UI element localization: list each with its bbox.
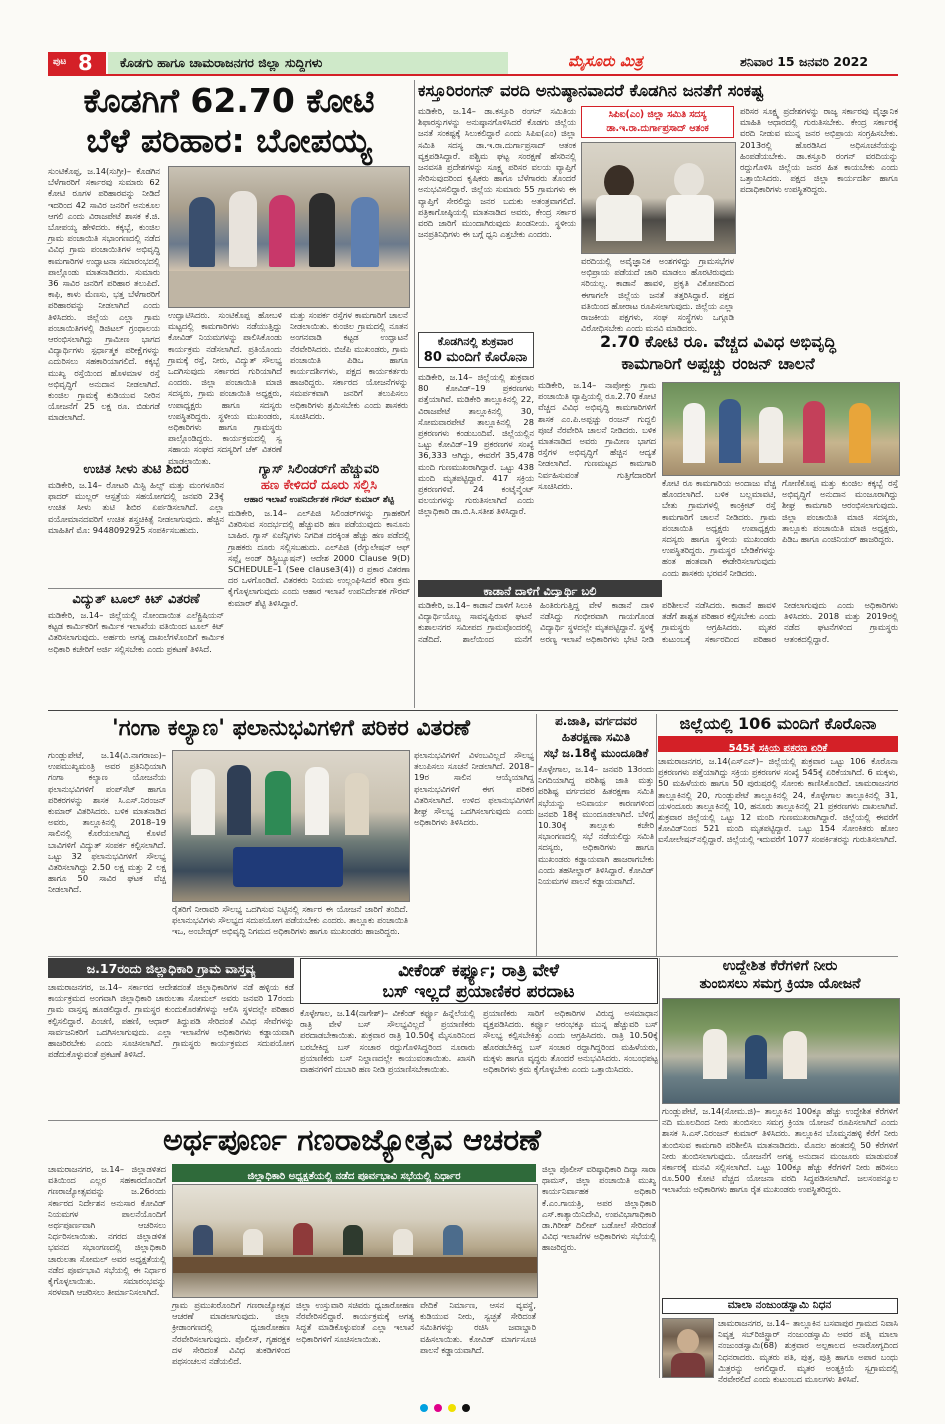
story-text: ರೈತರಿಗೆ ನೀರಾವರಿ ಸೌಲಭ್ಯ ಒದಗಿಸುವ ನಿಟ್ಟಿನಲ್ಲಿ ಸರ್ಕಾರ ಈ ಯೋಜನೆ ಜಾರಿಗೆ ತಂದಿದೆ. ಫಲಾನುಭವಿಗಳು ಸೌಲಭ್ಯದ ಸದುಪಯೋಗ ಪಡೆಯಬೇಕು ಎಂದರು. ತಾಲ್ಲೂಕು ಪಂಚಾಯಿತಿ ಇಒ, ಅಂಬೇಡ್ಕರ್ ಅಭಿವೃದ್ಧಿ ನಿಗಮದ ಅಧಿಕಾರಿಗಳು ಹಾಗೂ ಮುಖಂಡರು ಹಾಜರಿದ್ದರು. [172, 904, 408, 937]
column-divider [536, 714, 537, 956]
story-text: ಫಲಾನುಭವಿಗಳಿಗೆ ವಿಳಂಬವಿಲ್ಲದೆ ಸೌಲಭ್ಯ ತಲುಪಿಸಲು ಸೂಚನೆ ನೀಡಲಾಗಿದೆ. 2018–19ರ ಸಾಲಿನ ಆಯ್ಕೆಯಾಗಿದ್ದ ಫಲಾನುಭವಿಗಳಿಗೆ ಈಗ ಪರಿಕರ ವಿತರಿಸಲಾಗಿದೆ. ಉಳಿದ ಫಲಾನುಭವಿಗಳಿಗೆ ಶೀಘ್ರ ಸೌಲಭ್ಯ ಒದಗಿಸಲಾಗುವುದು ಎಂದು ಅಧಿಕಾರಿಗಳು ತಿಳಿಸಿದರು. [414, 750, 534, 828]
subheadline: 545ಕ್ಕೆ ಸಕ್ರಿಯ ಪ್ರಕರಣ ಏರಿಕೆ [728, 743, 828, 754]
story-text: ಪರಿಸರ ಸೂಕ್ಷ್ಮ ಪ್ರದೇಶಗಳನ್ನು ರಾಜ್ಯ ಸರ್ಕಾರವು ವೈಜ್ಞಾನಿಕ ಮಾಹಿತಿ ಆಧಾರದಲ್ಲಿ ಗುರುತಿಸಬೇಕು. ಕೇಂದ್ರ ಸರ್ಕಾರಕ್ಕೆ ವರದಿ ನೀಡುವ ಮುನ್ನ ಜನರ ಅಭಿಪ್ರಾಯ ಸಂಗ್ರಹಿಸಬೇಕು. 2013ರಲ್ಲಿ ಹೊರಡಿಸಿದ ಅಧಿಸೂಚನೆಯನ್ನು ಹಿಂಪಡೆಯಬೇಕು. ಡಾ.ಕಸ್ತೂರಿ ರಂಗನ್ ವರದಿಯನ್ನು ರದ್ದುಗೊಳಿಸಿ ಜಿಲ್ಲೆಯ ಜನರ ಹಿತ ಕಾಯಬೇಕು ಎಂದು ಒತ್ತಾಯಿಸಿದರು. ಪಕ್ಷದ ಜಿಲ್ಲಾ ಕಾರ್ಯದರ್ಶಿ ಹಾಗೂ ಪದಾಧಿಕಾರಿಗಳು ಉಪಸ್ಥಿತರಿದ್ದರು. [740, 106, 898, 195]
story-text: ಮಡಿಕೇರಿ, ಜ.14– ರೋಟರಿ ಮಿಸ್ಟಿ ಹಿಲ್ಸ್ ಮತ್ತು ಮಂಗಳೂರಿನ ಫಾದರ್ ಮುಲ್ಲರ್ ಆಸ್ಪತ್ರೆಯ ಸಹಯೋಗದಲ್ಲಿ ಜನವರಿ 23ಕ್ಕೆ ಉಚಿತ ಸೀಳು ತುಟಿ ಶಿಬಿರ ಏರ್ಪಡಿಸಲಾಗಿದೆ. ಎಲ್ಲಾ ವಯೋಮಾನದವರಿಗೆ ಉಚಿತ ಶಸ್ತ್ರಚಿಕಿತ್ಸೆ ನೀಡಲಾಗುವುದು. ಹೆಚ್ಚಿನ ಮಾಹಿತಿಗೆ ಮೊ: 9448092925 ಸಂಪರ್ಕಿಸಬಹುದು. [48, 480, 224, 535]
story-text: ವೇದಿಕೆ ನಿರ್ಮಾಣ, ಆಸನ ವ್ಯವಸ್ಥೆ, ಕುಡಿಯುವ ನೀರು, ಸ್ವಚ್ಛತೆ ಸೇರಿದಂತೆ ಸಮಿತಿಗಳನ್ನು ರಚಿಸಿ ಜವಾಬ್ದಾರಿ ವಹಿಸಲಾಯಿತು. ಕೋವಿಡ್ ಮಾರ್ಗಸೂಚಿ ಪಾಲನೆ ಕಡ್ಡಾಯವಾಗಿದೆ. [420, 1300, 536, 1355]
headline-line-2: ಬೆಳೆ ಪರಿಹಾರ: ಬೋಪಯ್ಯ [86, 121, 372, 160]
pump-distribution-photo [172, 750, 410, 902]
section-title: ಕೊಡಗು ಹಾಗೂ ಚಾಮರಾಜನಗರ ಜಿಲ್ಲಾ ಸುದ್ದಿಗಳು [120, 55, 323, 70]
headline: ಉಚಿತ ಸೀಳು ತುಟಿ ಶಿಬಿರ [83, 462, 189, 477]
story-text: ಮಡಿಕೇರಿ, ಜ.14– ನಾಪೋಕ್ಲು ಗ್ರಾಮ ಪಂಚಾಯಿತಿ ವ್ಯಾಪ್ತಿಯಲ್ಲಿ ರೂ.2.70 ಕೋಟಿ ವೆಚ್ಚದ ವಿವಿಧ ಅಭಿವೃದ್ಧಿ ಕಾಮಗಾರಿಗಳಿಗೆ ಶಾಸಕ ಎಂ.ಪಿ.ಅಪ್ಪಚ್ಚು ರಂಜನ್ ಗುದ್ದಲಿ ಪೂಜೆ ನೆರವೇರಿಸಿ ಚಾಲನೆ ನೀಡಿದರು. ಬಳಿಕ ಮಾತನಾಡಿದ ಅವರು ಗ್ರಾಮೀಣ ಭಾಗದ ರಸ್ತೆಗಳ ಅಭಿವೃದ್ಧಿಗೆ ಹೆಚ್ಚಿನ ಆದ್ಯತೆ ನೀಡಲಾಗಿದೆ. ಗುಣಮಟ್ಟದ ಕಾಮಗಾರಿ ನಿರ್ವಹಿಸುವಂತೆ ಗುತ್ತಿಗೆದಾರರಿಗೆ ಸೂಚಿಸಿದರು. [538, 380, 656, 491]
headline: 'ಗಂಗಾ ಕಲ್ಯಾಣ' ಫಲಾನುಭವಿಗಳಿಗೆ ಪರಿಕರ ವಿತರಣೆ [112, 716, 470, 741]
story-text: ಜಿಲ್ಲಾ ಪೊಲೀಸ್ ವರಿಷ್ಠಾಧಿಕಾರಿ ದಿವ್ಯಾ ಸಾರಾ ಥಾಮಸ್, ಜಿಲ್ಲಾ ಪಂಚಾಯಿತಿ ಮುಖ್ಯ ಕಾರ್ಯನಿರ್ವಾಹಕ ಅಧಿಕಾರಿ ಕೆ.ಎಂ.ಗಾಯತ್ರಿ, ಅಪರ ಜಿಲ್ಲಾಧಿಕಾರಿ ಎಸ್.ಕಾತ್ಯಾಯಿನಿದೇವಿ, ಉಪವಿಭಾಗಾಧಿಕಾರಿ ಡಾ.ಗಿರೀಶ್ ದಿಲೀಪ್ ಬಡೋಲೆ ಸೇರಿದಂತೆ ವಿವಿಧ ಇಲಾಖೆಗಳ ಅಧಿಕಾರಿಗಳು ಸಭೆಯಲ್ಲಿ ಹಾಜರಿದ್ದರು. [542, 1164, 656, 1253]
masthead [48, 50, 898, 76]
page-label: ಪುಟ [53, 57, 67, 67]
story-text: ಮಡಿಕೇರಿ, ಜ.14– ಡಾ.ಕಸ್ತೂರಿ ರಂಗನ್ ಸಮಿತಿಯ ಶಿಫಾರಸ್ಸುಗಳನ್ನು ಅನುಷ್ಠಾನಗೊಳಿಸಿದರೆ ಕೊಡಗು ಜಿಲ್ಲೆಯ ಜನತೆ ಸಂಕಷ್ಟಕ್ಕೆ ಸಿಲುಕಲಿದ್ದಾರೆ ಎಂದು ಸಿಪಿಐ(ಎಂ) ಜಿಲ್ಲಾ ಸಮಿತಿ ಸದಸ್ಯ ಡಾ.ಇ.ರಾ.ದುರ್ಗಾಪ್ರಸಾದ್ ಆತಂಕ ವ್ಯಕ್ತಪಡಿಸಿದ್ದಾರೆ. ಪಶ್ಚಿಮ ಘಟ್ಟ ಸಂರಕ್ಷಣೆ ಹೆಸರಿನಲ್ಲಿ ಜನವಸತಿ ಪ್ರದೇಶಗಳನ್ನು ಸೂಕ್ಷ್ಮ ಪರಿಸರ ವಲಯ ವ್ಯಾಪ್ತಿಗೆ ಸೇರಿಸುವುದರಿಂದ ಕೃಷಿಕರು ಹಾಗೂ ಬೆಳೆಗಾರರು ತೊಂದರೆ ಅನುಭವಿಸಲಿದ್ದಾರೆ. ಜಿಲ್ಲೆಯ ಸುಮಾರು 55 ಗ್ರಾಮಗಳು ಈ ವ್ಯಾಪ್ತಿಗೆ ಸೇರಲಿದ್ದು ಜನರ ಬದುಕು ಅತಂತ್ರವಾಗಲಿದೆ. ಪತ್ರಿಕಾಗೋಷ್ಠಿಯಲ್ಲಿ ಮಾತನಾಡಿದ ಅವರು, ಕೇಂದ್ರ ಸರ್ಕಾರ ವರದಿ ಜಾರಿಗೆ ಮುಂದಾಗಿರುವುದು ಖಂಡನೀಯ. ಸ್ಥಳೀಯ ಜನಪ್ರತಿನಿಧಿಗಳು ಈ ಬಗ್ಗೆ ಧ್ವನಿ ಎತ್ತಬೇಕು ಎಂದರು. [418, 106, 576, 240]
headline: ಮಾಲಾ ನಂಜುಂಡಸ್ವಾಮಿ ನಿಧನ [727, 1299, 832, 1311]
headline-line-2: ಕಾಮಗಾರಿಗೆ ಅಪ್ಪಚ್ಚು ರಂಜನ್ ಚಾಲನೆ [621, 354, 815, 373]
lake-inspection-photo [662, 998, 900, 1104]
story-kasturirangan-report [418, 80, 898, 334]
headline-box [300, 958, 658, 1004]
story-text: ಚಾಮರಾಜನಗರ, ಜ.14– ಜಿಲ್ಲಾಡಳಿತದ ವತಿಯಿಂದ ಎಲ್ಲರ ಸಹಕಾರದೊಂದಿಗೆ ಗಣರಾಜ್ಯೋತ್ಸವವನ್ನು ಜ.26ರಂದು ಸರ್ಕಾರದ ನಿರ್ದೇಶನ ಅನುಸಾರ ಕೋವಿಡ್ ನಿಯಮಗಳ ಪಾಲನೆಯೊಂದಿಗೆ ಅರ್ಥಪೂರ್ಣವಾಗಿ ಆಚರಿಸಲು ನಿರ್ಧರಿಸಲಾಯಿತು. ನಗರದ ಜಿಲ್ಲಾಡಳಿತ ಭವನದ ಸಭಾಂಗಣದಲ್ಲಿ ಜಿಲ್ಲಾಧಿಕಾರಿ ಚಾರುಲತಾ ಸೋಮಲ್ ಅವರ ಅಧ್ಯಕ್ಷತೆಯಲ್ಲಿ ನಡೆದ ಪೂರ್ವಭಾವಿ ಸಭೆಯಲ್ಲಿ ಈ ನಿರ್ಧಾರ ಕೈಗೊಳ್ಳಲಾಯಿತು. ಸಮಾರಂಭವನ್ನು ಸರಳವಾಗಿ ಆಚರಿಸಲು ತೀರ್ಮಾನಿಸಲಾಗಿದೆ. [48, 1164, 166, 1298]
story-dc-village-stay [48, 958, 294, 1120]
headline-line-2: ಹಣ ಕೇಳಿದರೆ ದೂರು ಸಲ್ಲಿಸಿ [260, 478, 378, 493]
story-crop-compensation [48, 80, 410, 466]
headline-line-2: ಬಸ್ ಇಲ್ಲದೆ ಪ್ರಯಾಣಿಕರ ಪರದಾಟ [382, 982, 575, 1002]
headline-bar [48, 958, 294, 978]
story-text: ಮಡಿಕೇರಿ, ಜ.14– ಎಲ್‌ಪಿಜಿ ಸಿಲಿಂಡರ್‌ಗಳನ್ನು ಗ್ರಾಹಕರಿಗೆ ವಿತರಿಸುವ ಸಂದರ್ಭದಲ್ಲಿ ಹೆಚ್ಚುವರಿ ಹಣ ಪಡೆಯುವುದು ಕಾನೂನು ಬಾಹಿರ. ಗ್ಯಾಸ್ ಏಜೆನ್ಸಿಗಳು ನಿಗದಿತ ದರಕ್ಕಿಂತ ಹೆಚ್ಚು ಹಣ ಪಡೆದಲ್ಲಿ ಗ್ರಾಹಕರು ದೂರು ಸಲ್ಲಿಸಬಹುದು. ಎಲ್‌ಪಿಜಿ (ರೆಗ್ಯುಲೇಷನ್ ಆಫ್ ಸಪ್ಲೈ ಅಂಡ್ ಡಿಸ್ಟ್ರಿಬ್ಯೂಷನ್) ಆದೇಶ 2000 Clause 9(D) SCHEDULE–1 (See clause3(4)) ರ ಪ್ರಕಾರ ವಿತರಣಾ ದರ ಒಳಗೊಂಡಿದೆ. ವಿತರಕರು ನಿಯಮ ಉಲ್ಲಂಘಿಸಿದರೆ ಕಠಿಣ ಕ್ರಮ ಕೈಗೊಳ್ಳಲಾಗುವುದು ಎಂದು ಆಹಾರ ಇಲಾಖೆ ಉಪನಿರ್ದೇಶಕ ಗೌರವ್ ಕುಮಾರ್ ಶೆಟ್ಟಿ ತಿಳಿಸಿದ್ದಾರೆ. [228, 508, 410, 608]
section-divider [48, 956, 898, 957]
page-number-box [48, 52, 106, 74]
story-obituary [662, 1298, 898, 1385]
print-registration-dots [420, 1404, 520, 1414]
headline-line-1: 2.70 ಕೋಟಿ ರೂ. ವೆಚ್ಚದ ವಿವಿಧ ಅಭಿವೃದ್ಧಿ [599, 332, 836, 351]
issue-date: ಶನಿವಾರ 15 ಜನವರಿ 2022 [740, 54, 869, 69]
story-text: ಮಡಿಕೇರಿ, ಜ.14– ಕಾಡಾನೆ ದಾಳಿಗೆ ಸಿಲುಕಿ ವಿದ್ಯಾರ್ಥಿಯೊಬ್ಬ ಸಾವನ್ನಪ್ಪಿರುವ ಘಟನೆ ಕುಶಾಲನಗರ ಸಮೀಪದ ಗ್ರಾಮವೊಂದರಲ್ಲಿ ನಡೆದಿದೆ. ಶಾಲೆಯಿಂದ ಮನೆಗೆ ಹಿಂತಿರುಗುತ್ತಿದ್ದ ವೇಳೆ ಕಾಡಾನೆ ದಾಳಿ ನಡೆಸಿದ್ದು ಗಂಭೀರವಾಗಿ ಗಾಯಗೊಂಡ ವಿದ್ಯಾರ್ಥಿ ಸ್ಥಳದಲ್ಲೇ ಮೃತಪಟ್ಟಿದ್ದಾನೆ. ಸ್ಥಳಕ್ಕೆ ಅರಣ್ಯ ಇಲಾಖೆ ಅಧಿಕಾರಿಗಳು ಭೇಟಿ ನೀಡಿ ಪರಿಶೀಲನೆ ನಡೆಸಿದರು. ಕಾಡಾನೆ ಹಾವಳಿ ತಡೆಗೆ ಶಾಶ್ವತ ಪರಿಹಾರ ಕಲ್ಪಿಸಬೇಕು ಎಂದು ಗ್ರಾಮಸ್ಥರು ಆಗ್ರಹಿಸಿದರು. ಮೃತರ ಕುಟುಂಬಕ್ಕೆ ಸರ್ಕಾರದಿಂದ ಪರಿಹಾರ ನೀಡಲಾಗುವುದು ಎಂದು ಅಧಿಕಾರಿಗಳು ತಿಳಿಸಿದರು. 2018 ಮತ್ತು 2019ರಲ್ಲಿ ನಡೆದ ಘಟನೆಗಳಿಂದ ಗ್ರಾಮಸ್ಥರು ಆತಂಕದಲ್ಲಿದ್ದಾರೆ. [418, 600, 898, 644]
newspaper-name: ಮೈಸೂರು ಮಿತ್ರ [568, 52, 643, 70]
story-text: ಉದ್ಘಾಟಿಸಿದರು. ಸುಂಟಿಕೊಪ್ಪ ಹೋಬಳಿ ಮಟ್ಟದಲ್ಲಿ ಕಾಮಗಾರಿಗಳು ನಡೆಯುತ್ತಿದ್ದು ಕೋವಿಡ್ ನಿಯಮಗಳನ್ನು ಪಾಲಿಸಿಕೊಂಡು ಕಾರ್ಯಕ್ರಮ ನಡೆಸಲಾಗಿದೆ. ಪ್ರತಿಯೊಂದು ಗ್ರಾಮಕ್ಕೆ ರಸ್ತೆ, ನೀರು, ವಿದ್ಯುತ್ ಸೌಲಭ್ಯ ಒದಗಿಸುವುದು ಸರ್ಕಾರದ ಗುರಿಯಾಗಿದೆ ಎಂದರು. ಜಿಲ್ಲಾ ಪಂಚಾಯಿತಿ ಮಾಜಿ ಸದಸ್ಯರು, ಗ್ರಾಮ ಪಂಚಾಯಿತಿ ಅಧ್ಯಕ್ಷರು, ಉಪಾಧ್ಯಕ್ಷರು ಹಾಗೂ ಸದಸ್ಯರು ಉಪಸ್ಥಿತರಿದ್ದರು. ಸ್ಥಳೀಯ ಮುಖಂಡರು, ಅಧಿಕಾರಿಗಳು ಹಾಗೂ ಗ್ರಾಮಸ್ಥರು ಪಾಲ್ಗೊಂಡಿದ್ದರು. ಕಾರ್ಯಕ್ರಮದಲ್ಲಿ ಸ್ವ ಸಹಾಯ ಸಂಘದ ಸದಸ್ಯರಿಗೆ ಚೆಕ್ ವಿತರಣೆ ಮಾಡಲಾಯಿತು. [168, 310, 282, 466]
story-text: ಮಡಿಕೇರಿ, ಜ.14– ಜಿಲ್ಲೆಯಲ್ಲಿ ಶುಕ್ರವಾರ 80 ಕೋವಿಡ್–19 ಪ್ರಕರಣಗಳು ಪತ್ತೆಯಾಗಿವೆ. ಮಡಿಕೇರಿ ತಾಲ್ಲೂಕಿನಲ್ಲಿ 22, ವಿರಾಜಪೇಟೆ ತಾಲ್ಲೂಕಿನಲ್ಲಿ 30, ಸೋಮವಾರಪೇಟೆ ತಾಲ್ಲೂಕಿನಲ್ಲಿ 28 ಪ್ರಕರಣಗಳು ಕಂಡುಬಂದಿವೆ. ಜಿಲ್ಲೆಯಲ್ಲಿನ ಒಟ್ಟು ಕೋವಿಡ್–19 ಪ್ರಕರಣಗಳ ಸಂಖ್ಯೆ 36,333 ಆಗಿದ್ದು, ಈವರೆಗೆ 35,478 ಮಂದಿ ಗುಣಮುಖರಾಗಿದ್ದಾರೆ. ಒಟ್ಟು 438 ಮಂದಿ ಮೃತಪಟ್ಟಿದ್ದಾರೆ. 417 ಸಕ್ರಿಯ ಪ್ರಕರಣಗಳಿವೆ. 24 ಕಂಟೈನ್ಮೆಂಟ್ ವಲಯಗಳನ್ನು ಗುರುತಿಸಲಾಗಿದೆ ಎಂದು ಜಿಲ್ಲಾಧಿಕಾರಿ ಡಾ.ಬಿ.ಸಿ.ಸತೀಶ ತಿಳಿಸಿದ್ದಾರೆ. [418, 372, 534, 517]
portrait-photo [662, 1318, 714, 1378]
meeting-photo [172, 1184, 538, 1298]
story-chamarajanagar-corona [658, 714, 898, 956]
headline: ಜಿಲ್ಲೆಯಲ್ಲಿ 106 ಮಂದಿಗೆ ಕೊರೊನಾ [679, 714, 877, 733]
section-divider [48, 710, 898, 711]
headline-line-2: ತುಂಬಿಸಲು ಸಮಗ್ರ ಕ್ರಿಯಾ ಯೋಜನೆ [699, 976, 861, 992]
headline: ಜ.17ರಂದು ಜಿಲ್ಲಾಧಿಕಾರಿ ಗ್ರಾಮ ವಾಸ್ತವ್ಯ [86, 961, 256, 976]
headline-line-2: ಹಿತರಕ್ಷಣಾ ಸಮಿತಿ [561, 730, 631, 744]
headline-bar [418, 580, 662, 597]
column-divider [414, 80, 415, 708]
column-divider [656, 714, 657, 956]
headline-line-1: ವೀಕೆಂಡ್ ಕರ್ಫ್ಯೂ; ರಾತ್ರಿ ವೇಳೆ [398, 961, 559, 981]
page-number: 8 [78, 51, 93, 75]
divider [48, 588, 224, 589]
story-kodagu-corona [418, 332, 534, 577]
story-text: ಕೊಳ್ಳೇಗಾಲ, ಜ.14– ಜನವರಿ 13ರಂದು ನಿಗದಿಯಾಗಿದ್ದ ಪರಿಶಿಷ್ಟ ಜಾತಿ ಮತ್ತು ಪರಿಶಿಷ್ಟ ವರ್ಗದವರ ಹಿತರಕ್ಷಣಾ ಸಮಿತಿ ಸಭೆಯನ್ನು ಅನಿವಾರ್ಯ ಕಾರಣಗಳಿಂದ ಜನವರಿ 18ಕ್ಕೆ ಮುಂದೂಡಲಾಗಿದೆ. ಬೆಳಿಗ್ಗೆ 10.30ಕ್ಕೆ ತಾಲ್ಲೂಕು ಕಚೇರಿ ಸಭಾಂಗಣದಲ್ಲಿ ಸಭೆ ನಡೆಯಲಿದ್ದು ಸಮಿತಿ ಸದಸ್ಯರು, ಅಧಿಕಾರಿಗಳು ಹಾಗೂ ಮುಖಂಡರು ಕಡ್ಡಾಯವಾಗಿ ಹಾಜರಾಗಬೇಕು ಎಂದು ತಹಸೀಲ್ದಾರ್ ತಿಳಿಸಿದ್ದಾರೆ. ಕೋವಿಡ್ ನಿಯಮಗಳ ಪಾಲನೆ ಕಡ್ಡಾಯವಾಗಿದೆ. [538, 764, 654, 887]
subheadline-box [581, 106, 734, 138]
press-meet-photo [581, 142, 736, 254]
story-text: ಗೋಣಿಕೊಪ್ಪ ಮತ್ತು ಕುಂಜಿಲ ಕಕ್ಕಬ್ಬೆ ರಸ್ತೆ ಅಭಿವೃದ್ಧಿಗೆ ಅನುದಾನ ಮಂಜೂರಾಗಿದ್ದು ಶೀಘ್ರ ಕಾಮಗಾರಿ ಆರಂಭಿಸಲಾಗುವುದು. ಜಿಲ್ಲಾ ಪಂಚಾಯಿತಿ ಮಾಜಿ ಸದಸ್ಯರು, ತಾಲ್ಲೂಕು ಪಂಚಾಯಿತಿ ಮಾಜಿ ಅಧ್ಯಕ್ಷರು, ಪಿಡಿಒ ಹಾಗೂ ಎಂಜಿನಿಯರ್ ಹಾಜರಿದ್ದರು. [782, 478, 898, 545]
groundbreaking-photo [662, 382, 900, 476]
subheadline: ಜಿಲ್ಲಾಧಿಕಾರಿ ಅಧ್ಯಕ್ಷತೆಯಲ್ಲಿ ನಡೆದ ಪೂರ್ವಭಾವಿ ಸಭೆಯಲ್ಲಿ ನಿರ್ಧಾರ [247, 1171, 461, 1182]
story-text: ಮಡಿಕೇರಿ, ಜ.14– ಜಿಲ್ಲೆಯಲ್ಲಿ ನೋಂದಾಯಿತ ಎಲೆಕ್ಟ್ರಿಷಿಯನ್ ಕಟ್ಟಡ ಕಾರ್ಮಿಕರಿಗೆ ಕಾರ್ಮಿಕ ಇಲಾಖೆಯ ವತಿಯಿಂದ ಟೂಲ್ ಕಿಟ್ ವಿತರಿಸಲಾಗುವುದು. ಅರ್ಹರು ಅಗತ್ಯ ದಾಖಲೆಗಳೊಂದಿಗೆ ಕಾರ್ಮಿಕ ಅಧಿಕಾರಿ ಕಚೇರಿಗೆ ಅರ್ಜಿ ಸಲ್ಲಿಸಬೇಕು ಎಂದು ಪ್ರಕಟಣೆ ತಿಳಿಸಿದೆ. [48, 610, 224, 654]
story-ganga-kalyana [48, 714, 534, 956]
story-text: ಜಿಲ್ಲಾ ಉಸ್ತುವಾರಿ ಸಚಿವರು ಧ್ವಜಾರೋಹಣ ನೆರವೇರಿಸಲಿದ್ದಾರೆ. ಕಾರ್ಯಕ್ರಮಕ್ಕೆ ಅಗತ್ಯ ಸಿದ್ಧತೆ ಮಾಡಿಕೊಳ್ಳುವಂತೆ ಎಲ್ಲಾ ಇಲಾಖೆ ಅಧಿಕಾರಿಗಳಿಗೆ ಸೂಚಿಸಲಾಯಿತು. [296, 1300, 414, 1344]
story-text: ಗುಂಡ್ಲುಪೇಟೆ, ಜ.14(ವಿ.ನಾಗರಾಜು)– ಉಪಮುಖ್ಯಮಂತ್ರಿ ಅವರ ಪ್ರತಿನಿಧಿಯಾಗಿ ಗಂಗಾ ಕಲ್ಯಾಣ ಯೋಜನೆಯ ಫಲಾನುಭವಿಗಳಿಗೆ ಪಂಪ್‌ಸೆಟ್ ಹಾಗೂ ಪರಿಕರಗಳನ್ನು ಶಾಸಕ ಸಿ.ಎಸ್.ನಿರಂಜನ್ ಕುಮಾರ್ ವಿತರಿಸಿದರು. ಬಳಿಕ ಮಾತನಾಡಿದ ಅವರು, ತಾಲ್ಲೂಕಿನಲ್ಲಿ 2018–19 ಸಾಲಿನಲ್ಲಿ ಕೊರೆಯಲಾಗಿದ್ದ ಕೊಳವೆ ಬಾವಿಗಳಿಗೆ ವಿದ್ಯುತ್ ಸಂಪರ್ಕ ಕಲ್ಪಿಸಲಾಗಿದೆ. ಒಟ್ಟು 32 ಫಲಾನುಭವಿಗಳಿಗೆ ಸೌಲಭ್ಯ ವಿತರಿಸಲಾಗಿದ್ದು 2.50 ಲಕ್ಷ ಮತ್ತು 2 ಲಕ್ಷ ಹಾಗೂ 50 ಸಾವಿರ ಘಟಕ ವೆಚ್ಚ ನೀಡಲಾಗಿದೆ. [48, 750, 166, 895]
story-sc-st-committee [538, 714, 654, 956]
story-text: ಚಾಮರಾಜನಗರ, ಜ.14(ಎಸ್‌ಎನ್)– ಜಿಲ್ಲೆಯಲ್ಲಿ ಶುಕ್ರವಾರ ಒಟ್ಟು 106 ಕೊರೊನಾ ಪ್ರಕರಣಗಳು ಪತ್ತೆಯಾಗಿದ್ದು ಸಕ್ರಿಯ ಪ್ರಕರಣಗಳ ಸಂಖ್ಯೆ 545ಕ್ಕೆ ಏರಿಕೆಯಾಗಿದೆ. 6 ಮಕ್ಕಳು, 50 ಮಹಿಳೆಯರು ಹಾಗೂ 50 ಪುರುಷರಲ್ಲಿ ಸೋಂಕು ಕಾಣಿಸಿಕೊಂಡಿದೆ. ಚಾಮರಾಜನಗರ ತಾಲ್ಲೂಕಿನಲ್ಲಿ 20, ಗುಂಡ್ಲುಪೇಟೆ ತಾಲ್ಲೂಕಿನಲ್ಲಿ 24, ಕೊಳ್ಳೇಗಾಲ ತಾಲ್ಲೂಕಿನಲ್ಲಿ 31, ಯಳಂದೂರು ತಾಲ್ಲೂಕಿನಲ್ಲಿ 10, ಹನೂರು ತಾಲ್ಲೂಕಿನಲ್ಲಿ 21 ಪ್ರಕರಣಗಳು ದಾಖಲಾಗಿವೆ. ಶುಕ್ರವಾರ ಜಿಲ್ಲೆಯಲ್ಲಿ ಒಟ್ಟು 12 ಮಂದಿ ಗುಣಮುಖರಾಗಿದ್ದಾರೆ. ಜಿಲ್ಲೆಯಲ್ಲಿ ಈವರೆಗೆ ಕೋವಿಡ್‌ನಿಂದ 521 ಮಂದಿ ಮೃತಪಟ್ಟಿದ್ದಾರೆ. ಒಟ್ಟು 154 ಸೋಂಕಿತರು ಹೋಂ ಐಸೋಲೇಷನ್‌ನಲ್ಲಿದ್ದಾರೆ. ಜಿಲ್ಲೆಯಲ್ಲಿ ಇದುವರೆಗೆ 1077 ಸಂಪರ್ಕಿತರನ್ನು ಗುರುತಿಸಲಾಗಿದೆ. [658, 756, 898, 845]
headline-line-1: ಗ್ಯಾಸ್ ಸಿಲಿಂಡರ್‌ಗೆ ಹೆಚ್ಚುವರಿ [258, 462, 380, 477]
story-text: ಸುಂಟಿಕೊಪ್ಪ, ಜ.14(ಸುಗ್ರೀ)– ಕೊಡಗಿನ ಬೆಳೆಗಾರರಿಗೆ ಸರ್ಕಾರವು ಸುಮಾರು 62 ಕೋಟಿ ರೂಗಳ ಪರಿಹಾರವನ್ನು ನೀಡಿದೆ ಇದರಿಂದ 42 ಸಾವಿರ ಜನರಿಗೆ ಅನುಕೂಲ ಆಗಲಿ ಎಂದು ವಿರಾಜಪೇಟೆ ಶಾಸಕ ಕೆ.ಜಿ. ಬೋಪಯ್ಯ ಹೇಳಿದರು. ಕಕ್ಕಬ್ಬೆ, ಕುಂಜಿಲ ಗ್ರಾಮ ಪಂಚಾಯಿತಿ ಸಭಾಂಗಣದಲ್ಲಿ ನಡೆದ ವಿವಿಧ ಗ್ರಾಮ ಪಂಚಾಯಿತಿಗಳ ಅಭಿವೃದ್ಧಿ ಕಾಮಗಾರಿಗಳ ಉದ್ಘಾಟನಾ ಸಮಾರಂಭದಲ್ಲಿ ಪಾಲ್ಗೊಂಡು ಮಾತನಾಡಿದರು. ಸುಮಾರು 36 ಸಾವಿರ ಜನರಿಗೆ ಪರಿಹಾರ ತಲುಪಿದೆ. ಕಾಫಿ, ಕಾಳು ಮೆಣಸು, ಭತ್ತ ಬೆಳೆಗಾರರಿಗೆ ಪರಿಹಾರವನ್ನು ನೀಡಲಾಗಿದೆ ಎಂದು ತಿಳಿಸಿದರು. ಜಿಲ್ಲೆಯ ಎಲ್ಲಾ ಗ್ರಾಮ ಪಂಚಾಯಿತಿಗಳಲ್ಲಿ ಡಿಜಿಟಲ್ ಗ್ರಂಥಾಲಯ ಆರಂಭಿಸಲಾಗಿದ್ದು ಗ್ರಾಮೀಣ ಭಾಗದ ವಿದ್ಯಾರ್ಥಿಗಳು ಸ್ಪರ್ಧಾತ್ಮಕ ಪರೀಕ್ಷೆಗಳನ್ನು ಎದುರಿಸಲು ಸಹಕಾರಿಯಾಗಲಿದೆ. ಕಕ್ಕಬ್ಬೆ ಮುಖ್ಯ ರಸ್ತೆಯಿಂದ ಹೊಳಮಾಳ ರಸ್ತೆ ಅಭಿವೃದ್ಧಿಗೆ ಅನುದಾನ ನೀಡಲಾಗಿದೆ. ಕುಂಜಿಲ ಗ್ರಾಮಕ್ಕೆ ಕುಡಿಯುವ ನೀರಿನ ಯೋಜನೆಗೆ 25 ಲಕ್ಷ ರೂ. ಬಿಡುಗಡೆ ಮಾಡಲಾಗಿದೆ. [48, 166, 160, 423]
headline-line-3: ಸಭೆ ಜ.18ಕ್ಕೆ ಮುಂದೂಡಿಕೆ [543, 746, 649, 760]
story-elephant-attack [418, 580, 898, 708]
subheadline: ಆಹಾರ ಇಲಾಖೆ ಉಪನಿರ್ದೇಶಕ ಗೌರವ್ ಕುಮಾರ್ ಶೆಟ್ಟಿ [243, 495, 395, 505]
headline-line-1: ಕೊಡಗಿನಲ್ಲಿ ಶುಕ್ರವಾರ [437, 335, 514, 348]
story-text: ಗ್ರಾಮ ಪ್ರಮುಖರೊಂದಿಗೆ ಗಣರಾಜ್ಯೋತ್ಸವ ಆಚರಣೆ ಮಾಡಲಾಗುವುದು. ಜಿಲ್ಲಾ ಕ್ರೀಡಾಂಗಣದಲ್ಲಿ ಧ್ವಜಾರೋಹಣ ನೆರವೇರಿಸಲಾಗುವುದು. ಪೊಲೀಸ್, ಗೃಹರಕ್ಷಕ ದಳ ಸೇರಿದಂತೆ ವಿವಿಧ ತುಕಡಿಗಳಿಂದ ಪಥಸಂಚಲನ ನಡೆಯಲಿದೆ. [172, 1300, 290, 1367]
story-gas-cylinder [228, 462, 410, 707]
headline: ವಿದ್ಯುತ್ ಟೂಲ್ ಕಿಟ್ ವಿತರಣೆ [72, 592, 200, 607]
story-republic-day [48, 1122, 656, 1376]
story-text: ಪ್ರಯಾಣಿಕರು ಸಾರಿಗೆ ಅಧಿಕಾರಿಗಳ ವಿರುದ್ಧ ಅಸಮಾಧಾನ ವ್ಯಕ್ತಪಡಿಸಿದರು. ಕರ್ಫ್ಯೂ ಆರಂಭಕ್ಕೂ ಮುನ್ನ ಹೆಚ್ಚುವರಿ ಬಸ್ ಸೌಲಭ್ಯ ಕಲ್ಪಿಸಬೇಕಿತ್ತು ಎಂದು ಆಗ್ರಹಿಸಿದರು. ರಾತ್ರಿ 10.50ಕ್ಕೆ ಹೊರಡಬೇಕಿದ್ದ ಬಸ್ ಸಂಚಾರ ರದ್ದಾಗಿದ್ದರಿಂದ ಮಹಿಳೆಯರು, ಮಕ್ಕಳು ಹಾಗೂ ವೃದ್ಧರು ತೊಂದರೆ ಅನುಭವಿಸಿದರು. ಸಂಬಂಧಪಟ್ಟ ಅಧಿಕಾರಿಗಳು ಕ್ರಮ ಕೈಗೊಳ್ಳಬೇಕು ಎಂದು ಒತ್ತಾಯಿಸಿದರು. [483, 1008, 658, 1075]
headline: ಕಾಡಾನೆ ದಾಳಿಗೆ ವಿದ್ಯಾರ್ಥಿ ಬಲಿ [483, 584, 597, 598]
section-band [108, 52, 508, 74]
headline: ಕಸ್ತೂರಿರಂಗನ್ ವರದಿ ಅನುಷ್ಠಾನವಾದರೆ ಕೊಡಗಿನ ಜನತೆಗೆ ಸಂಕಷ್ಟ [418, 81, 764, 100]
story-text: ಚಾಮರಾಜನಗರ, ಜ.14– ಸರ್ಕಾರದ ಆದೇಶದಂತೆ ಜಿಲ್ಲಾಧಿಕಾರಿಗಳ ನಡೆ ಹಳ್ಳಿಯ ಕಡೆ ಕಾರ್ಯಕ್ರಮದ ಅಂಗವಾಗಿ ಜಿಲ್ಲಾಧಿಕಾರಿ ಚಾರುಲತಾ ಸೋಮಲ್ ಅವರು ಜನವರಿ 17ರಂದು ಗ್ರಾಮ ವಾಸ್ತವ್ಯ ಹೂಡಲಿದ್ದಾರೆ. ಗ್ರಾಮಸ್ಥರ ಕುಂದುಕೊರತೆಗಳನ್ನು ಆಲಿಸಿ ಸ್ಥಳದಲ್ಲೇ ಪರಿಹಾರ ಕಲ್ಪಿಸಲಿದ್ದಾರೆ. ಪಿಂಚಣಿ, ಪಹಣಿ, ಆಧಾರ್ ತಿದ್ದುಪಡಿ ಸೇರಿದಂತೆ ವಿವಿಧ ಸೇವೆಗಳನ್ನು ಸಾರ್ವಜನಿಕರಿಗೆ ಒದಗಿಸಲಾಗುವುದು. ಎಲ್ಲಾ ಇಲಾಖೆಗಳ ಅಧಿಕಾರಿಗಳು ಕಡ್ಡಾಯವಾಗಿ ಹಾಜರಿರಬೇಕು ಎಂದು ಸೂಚಿಸಲಾಗಿದೆ. ಗ್ರಾಮಸ್ಥರು ಕಾರ್ಯಕ್ರಮದ ಸದುಪಯೋಗ ಪಡೆದುಕೊಳ್ಳುವಂತೆ ಪ್ರಕಟಣೆ ತಿಳಿಸಿದೆ. [48, 982, 294, 1060]
story-development-works [538, 332, 898, 577]
story-cleft-lip-camp [48, 462, 224, 707]
headline-box [662, 1298, 898, 1314]
story-text: ಕೋಟಿ ರೂ ಕಾಮಗಾರಿಯ ಅಂದಾಜು ವೆಚ್ಚ ಹೊಂದಲಾಗಿದೆ. ಬಳಿಕ ಬಲ್ಲಮಾವಟಿ, ಬೇತು ಗ್ರಾಮಗಳಲ್ಲಿ ಕಾಂಕ್ರೀಟ್ ರಸ್ತೆ ಕಾಮಗಾರಿಗೆ ಚಾಲನೆ ನೀಡಿದರು. ಗ್ರಾಮ ಪಂಚಾಯಿತಿ ಅಧ್ಯಕ್ಷರು ಉಪಾಧ್ಯಕ್ಷರು ಸದಸ್ಯರು ಹಾಗೂ ಸ್ಥಳೀಯ ಮುಖಂಡರು ಉಪಸ್ಥಿತರಿದ್ದರು. ಗ್ರಾಮಸ್ಥರ ಬೇಡಿಕೆಗಳನ್ನು ಹಂತ ಹಂತವಾಗಿ ಈಡೇರಿಸಲಾಗುವುದು ಎಂದು ಶಾಸಕರು ಭರವಸೆ ನೀಡಿದರು. [662, 478, 776, 578]
story-lake-filling [662, 958, 898, 1294]
subheadline-bar [172, 1164, 536, 1182]
inauguration-photo [168, 166, 410, 308]
headline-line-2: 80 ಮಂದಿಗೆ ಕೊರೊನಾ [423, 350, 528, 365]
story-text: ಚಾಮರಾಜನಗರ, ಜ.14– ತಾಲ್ಲೂಕಿನ ಬಸವಾಪುರ ಗ್ರಾಮದ ನಿವಾಸಿ ನಿವೃತ್ತ ಸಬ್‌ರಿಜಿಸ್ಟ್ರಾರ್ ನಂಜುಂಡಸ್ವಾಮಿ ಅವರ ಪತ್ನಿ ಮಾಲಾ ನಂಜುಂಡಸ್ವಾಮಿ(68) ಶುಕ್ರವಾರ ಅಲ್ಪಕಾಲದ ಅನಾರೋಗ್ಯದಿಂದ ನಿಧನರಾದರು. ಮೃತರು ಪತಿ, ಪುತ್ರ, ಪುತ್ರಿ ಹಾಗೂ ಅಪಾರ ಬಂಧು ಮಿತ್ರರನ್ನು ಅಗಲಿದ್ದಾರೆ. ಮೃತರ ಅಂತ್ಯಕ್ರಿಯೆ ಸ್ವಗ್ರಾಮದಲ್ಲಿ ನೆರವೇರಲಿದೆ ಎಂದು ಕುಟುಂಬದ ಮೂಲಗಳು ತಿಳಿಸಿವೆ. [718, 1318, 898, 1385]
column-divider [659, 958, 660, 1378]
headline-line-1: ಕೊಡಗಿಗೆ 62.70 ಕೋಟಿ [83, 81, 375, 120]
headline-box [418, 332, 534, 368]
story-weekend-curfew [300, 958, 658, 1120]
story-text: ವರದಿಯಲ್ಲಿ ಅವೈಜ್ಞಾನಿಕ ಅಂಶಗಳಿದ್ದು ಗ್ರಾಮಸಭೆಗಳ ಅಭಿಪ್ರಾಯ ಪಡೆಯದೆ ಜಾರಿ ಮಾಡಲು ಹೊರಟಿರುವುದು ಸರಿಯಲ್ಲ. ಕಾಡಾನೆ ಹಾವಳಿ, ಪ್ರಕೃತಿ ವಿಕೋಪದಿಂದ ಈಗಾಗಲೇ ಜಿಲ್ಲೆಯ ಜನತೆ ತತ್ತರಿಸಿದ್ದಾರೆ. ಪಕ್ಷದ ವತಿಯಿಂದ ಹೋರಾಟ ರೂಪಿಸಲಾಗುವುದು. ಜಿಲ್ಲೆಯ ಎಲ್ಲಾ ರಾಜಕೀಯ ಪಕ್ಷಗಳು, ಸಂಘ ಸಂಸ್ಥೆಗಳು ಒಗ್ಗೂಡಿ ವಿರೋಧಿಸಬೇಕು ಎಂದು ಮನವಿ ಮಾಡಿದರು. [581, 256, 734, 334]
story-text: ಮತ್ತು ಸಂಪರ್ಕ ರಸ್ತೆಗಳ ಕಾಮಗಾರಿಗೆ ಚಾಲನೆ ನೀಡಲಾಯಿತು. ಕುಂಜಿಲ ಗ್ರಾಮದಲ್ಲಿ ನೂತನ ಅಂಗನವಾಡಿ ಕಟ್ಟಡ ಉದ್ಘಾಟನೆ ನೆರವೇರಿಸಿದರು. ಬಿಜೆಪಿ ಮುಖಂಡರು, ಗ್ರಾಮ ಪಂಚಾಯಿತಿ ಪಿಡಿಒ ಹಾಗೂ ಕಾರ್ಯದರ್ಶಿಗಳು, ಪಕ್ಷದ ಕಾರ್ಯಕರ್ತರು ಹಾಜರಿದ್ದರು. ಸರ್ಕಾರದ ಯೋಜನೆಗಳನ್ನು ಸಮರ್ಪಕವಾಗಿ ಜನರಿಗೆ ತಲುಪಿಸಲು ಅಧಿಕಾರಿಗಳು ಶ್ರಮಿಸಬೇಕು ಎಂದು ಶಾಸಕರು ಸೂಚಿಸಿದರು. [290, 310, 408, 421]
story-text: ಗುಂಡ್ಲುಪೇಟೆ, ಜ.14(ಸೋಮ.ಜಿ)– ತಾಲ್ಲೂಕಿನ 100ಕ್ಕೂ ಹೆಚ್ಚು ಉದ್ದೇಶಿತ ಕೆರೆಗಳಿಗೆ ನದಿ ಮೂಲದಿಂದ ನೀರು ತುಂಬಿಸಲು ಸಮಗ್ರ ಕ್ರಿಯಾ ಯೋಜನೆ ರೂಪಿಸಲಾಗಿದೆ ಎಂದು ಶಾಸಕ ಸಿ.ಎಸ್.ನಿರಂಜನ್ ಕುಮಾರ್ ತಿಳಿಸಿದರು. ತಾಲ್ಲೂಕಿನ ಬೊಮ್ಮನಹಳ್ಳಿ ಕೆರೆಗೆ ನೀರು ತುಂಬಿಸುವ ಕಾಮಗಾರಿ ಪರಿಶೀಲಿಸಿ ಮಾತನಾಡಿದರು. ಮೊದಲ ಹಂತದಲ್ಲಿ 50 ಕೆರೆಗಳಿಗೆ ನೀರು ತುಂಬಿಸಲಾಗುವುದು. ಯೋಜನೆಗೆ ಅಗತ್ಯ ಅನುದಾನ ಮಂಜೂರು ಮಾಡುವಂತೆ ಸರ್ಕಾರಕ್ಕೆ ಮನವಿ ಸಲ್ಲಿಸಲಾಗಿದೆ. ಒಟ್ಟು 100ಕ್ಕೂ ಹೆಚ್ಚು ಕೆರೆಗಳಿಗೆ ನೀರು ಹರಿಸಲು ರೂ.500 ಕೋಟಿ ವೆಚ್ಚದ ಯೋಜನಾ ವರದಿ ಸಿದ್ಧಪಡಿಸಲಾಗಿದೆ. ಜಲಸಂಪನ್ಮೂಲ ಇಲಾಖೆಯ ಅಧಿಕಾರಿಗಳು ಹಾಗೂ ರೈತ ಮುಖಂಡರು ಉಪಸ್ಥಿತರಿದ್ದರು. [662, 1106, 898, 1195]
subheadline-bar [658, 736, 898, 752]
subheadline: ಸಿಪಿಐ(ಎಂ) ಜಿಲ್ಲಾ ಸಮಿತಿ ಸದಸ್ಯ ಡಾ.ಇ.ರಾ.ದುರ್ಗಾಪ್ರಸಾದ್ ಆತಂಕ [606, 109, 709, 134]
headline-line-1: ಪ.ಜಾತಿ, ವರ್ಗದವರ [555, 714, 637, 728]
headline-line-1: ಉದ್ದೇಶಿತ ಕೆರೆಗಳಿಗೆ ನೀರು [722, 958, 838, 974]
section-divider [48, 1120, 658, 1121]
story-text: ಕೊಳ್ಳೇಗಾಲ, ಜ.14(ನಾಗೇಶ್)– ವೀಕೆಂಡ್ ಕರ್ಫ್ಯೂ ಹಿನ್ನೆಲೆಯಲ್ಲಿ ರಾತ್ರಿ ವೇಳೆ ಬಸ್ ಸೌಲಭ್ಯವಿಲ್ಲದೆ ಪ್ರಯಾಣಿಕರು ಪರದಾಡಬೇಕಾಯಿತು. ಶುಕ್ರವಾರ ರಾತ್ರಿ 10.50ಕ್ಕೆ ಮೈಸೂರಿನಿಂದ ಬರಬೇಕಿದ್ದ ಬಸ್ ಸಂಚಾರ ರದ್ದುಗೊಳಿಸಿದ್ದರಿಂದ ನೂರಾರು ಪ್ರಯಾಣಿಕರು ಬಸ್ ನಿಲ್ದಾಣದಲ್ಲೇ ಕಾಯುವಂತಾಯಿತು. ಖಾಸಗಿ ವಾಹನಗಳಿಗೆ ದುಬಾರಿ ಹಣ ನೀಡಿ ಪ್ರಯಾಣಿಸಬೇಕಾಯಿತು. [300, 1008, 475, 1075]
headline: ಅರ್ಥಪೂರ್ಣ ಗಣರಾಜ್ಯೋತ್ಸವ ಆಚರಣೆ [163, 1123, 541, 1158]
